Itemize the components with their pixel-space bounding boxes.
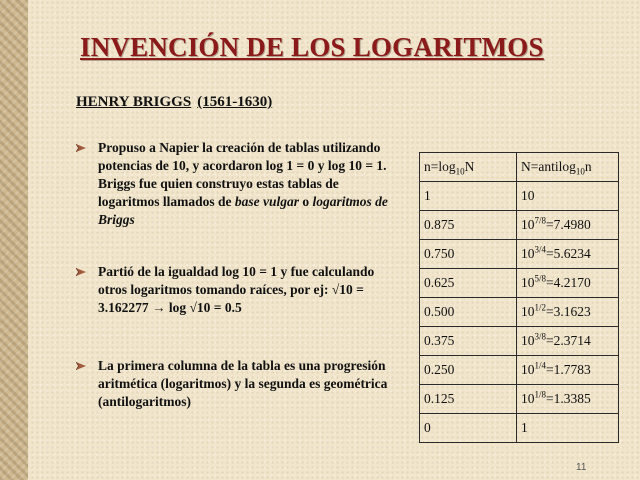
table-row [420, 327, 619, 356]
cell-antilog: 1 [517, 414, 619, 443]
cell-n: 0.375 [420, 327, 517, 356]
bullet-item-2 [76, 263, 394, 317]
table-row [420, 385, 619, 414]
bullet-1-text-a: Propuso a Napier la creación de tablas utilizando potencias de 10, y acordaron log 1 = 0 y log 10 = 1. Briggs fue quien construyo estas tablas de logaritmos llamados de [98, 140, 387, 209]
cell-n: 1 [420, 182, 517, 211]
cell-n: 0.125 [420, 385, 517, 414]
table-header-row [420, 153, 619, 182]
cell-antilog: $10^{1/4}=1.7783$ [517, 356, 619, 385]
table-row [420, 269, 619, 298]
page-number: 11 [576, 462, 587, 473]
cell-n: 0.250 [420, 356, 517, 385]
table-row [420, 298, 619, 327]
logarithm-table-container [419, 152, 619, 443]
cell-n: 0.875 [420, 211, 517, 240]
bullet-1-italic-b: logaritmos de Briggs [98, 194, 388, 227]
bullet-list [76, 139, 394, 411]
cell-antilog: $10^{5/8}=4.2170$ [517, 269, 619, 298]
bullet-item-3 [76, 357, 394, 411]
bullet-3-text: La primera columna de la tabla es una progresión aritmética (logaritmos) y la segunda es geométrica (antilogaritmos) [98, 358, 388, 409]
cell-antilog: 10 [517, 182, 619, 211]
cell-n: 0.625 [420, 269, 517, 298]
cell-n: 0 [420, 414, 517, 443]
table-row [420, 182, 619, 211]
bullet-1-italic-a: base vulgar [234, 194, 299, 209]
logarithm-table [419, 152, 619, 443]
table-row [420, 211, 619, 240]
cell-antilog: $10^{1/8}=1.3385$ [517, 385, 619, 414]
table-row [420, 414, 619, 443]
subtitle-years: (1561-1630) [197, 94, 273, 110]
table-row [420, 240, 619, 269]
table-row [420, 356, 619, 385]
arrow-bullet-icon [76, 143, 86, 153]
cell-antilog: $10^{1/2}=3.1623$ [517, 298, 619, 327]
header-log-column: $n=\log_{10}N$ [420, 153, 517, 182]
header-antilog-column: N=antilog$_{10}$n [517, 153, 619, 182]
subtitle [76, 94, 272, 111]
cell-n: 0.500 [420, 298, 517, 327]
bullet-2-text: Partió de la igualdad log 10 = 1 y fue calculando otros logaritmos tomando raíces, por ej: √10 = 3.162277 → log √10 = 0.5 [98, 264, 375, 315]
arrow-bullet-icon [76, 267, 86, 277]
bullet-item-1 [76, 139, 394, 229]
slide-title: INVENCIÓN DE LOS LOGARITMOS [80, 32, 544, 62]
cell-n: 0.750 [420, 240, 517, 269]
subtitle-name: HENRY BRIGGS [76, 94, 192, 110]
bullet-1-text-b: o [299, 194, 313, 209]
decorative-left-strip [0, 0, 28, 480]
cell-antilog: $10^{7/8}=7.4980$ [517, 211, 619, 240]
cell-antilog: $10^{3/4}=5.6234$ [517, 240, 619, 269]
arrow-bullet-icon [76, 361, 86, 371]
cell-antilog: $10^{3/8}=2.3714$ [517, 327, 619, 356]
